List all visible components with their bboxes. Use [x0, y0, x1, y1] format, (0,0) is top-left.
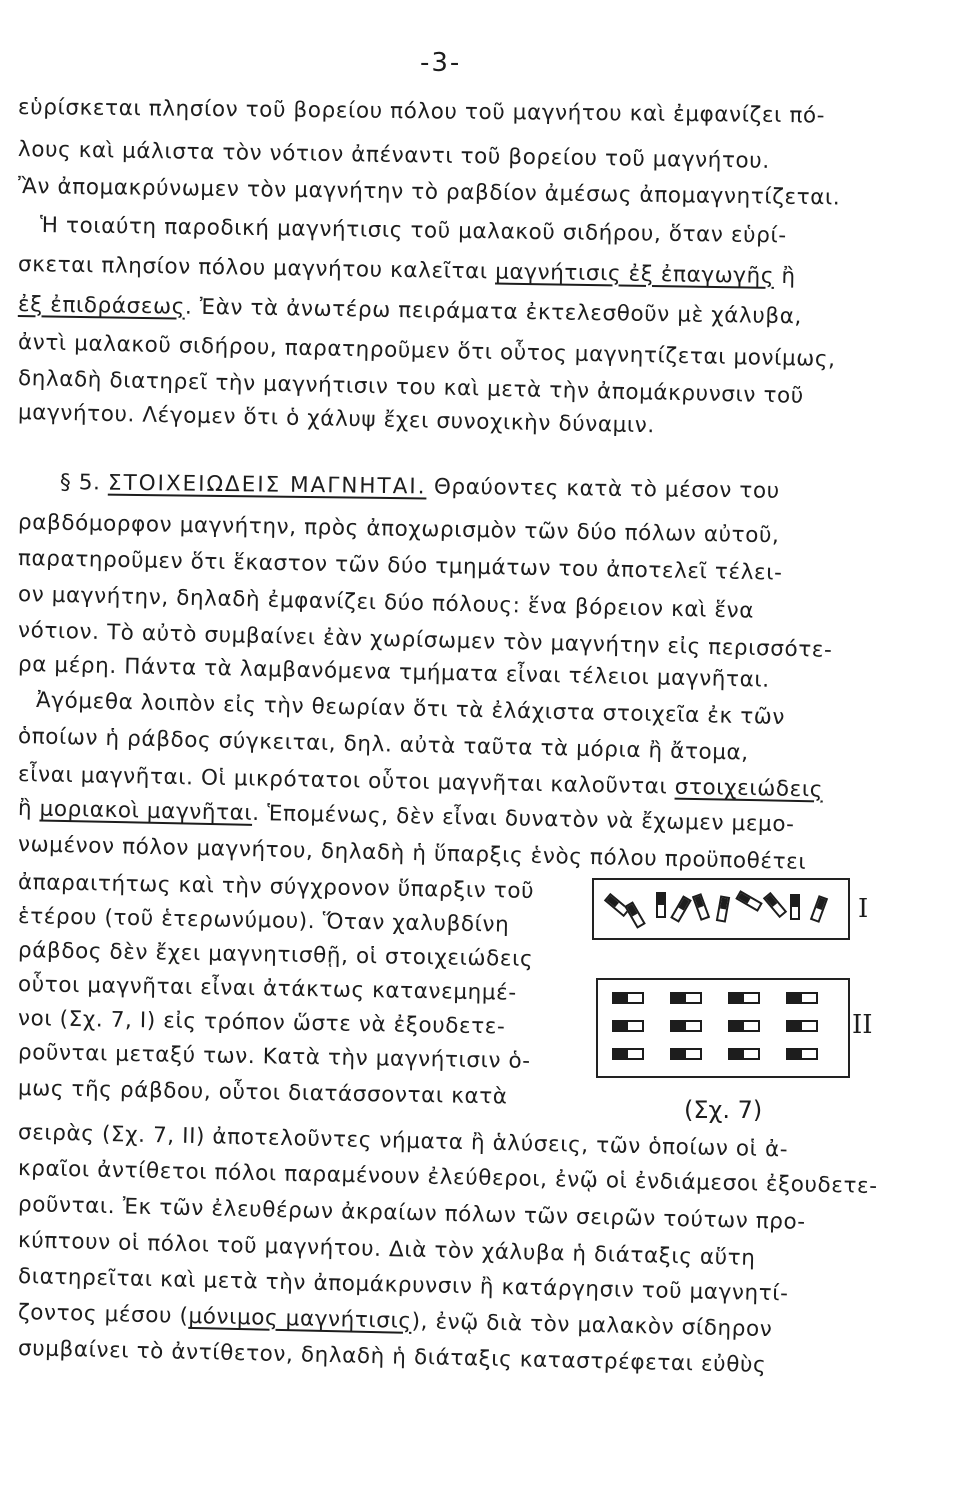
- text-line: παρατηροῦμεν ὅτι ἕκαστον τῶν δύο τμημάτων του ἀποτελεῖ τέλει-: [17, 546, 783, 586]
- text-line: ρα μέρη. Πάντα τὰ λαμβανόμενα τμήματα εἶναι τέλειοι μαγνῆται.: [17, 652, 770, 693]
- underlined-term: ἐξ ἐπιδράσεως: [17, 292, 186, 320]
- text-span: εἶναι μαγνῆται. Οἱ μικρότατοι οὗτοι μαγνῆται καλοῦνται: [17, 762, 668, 800]
- text-line: κραῖοι ἀντίθετοι πόλοι παραμένουν ἐλεύθεροι, ἐνῷ οἱ ἐνδιάμεσοι ἐξουδετε-: [17, 1156, 878, 1200]
- elementary-magnet: [728, 992, 760, 1004]
- elementary-magnet: [612, 992, 644, 1004]
- text-line: μως τῆς ράβδου, οὗτοι διατάσσονται κατὰ: [17, 1076, 508, 1110]
- text-span: . Ἐὰν τὰ ἀνωτέρω πειράματα ἐκτελεσθοῦν μὲ χάλυβα,: [184, 294, 803, 330]
- text-span: ζοντος μέσου (: [17, 1300, 189, 1329]
- text-line: [18, 292, 918, 331]
- text-line: δηλαδὴ διατηρεῖ τὴν μαγνήτισιν του καὶ μετὰ τὴν ἀπομάκρυνσιν τοῦ: [17, 366, 805, 409]
- figure-label-i: Ι: [858, 894, 869, 924]
- elementary-magnet: [612, 1048, 644, 1060]
- elementary-magnet: [624, 901, 646, 929]
- elementary-magnet: [728, 1020, 760, 1032]
- elementary-magnet: [612, 1020, 644, 1032]
- text-line: Ἀγόμεθα λοιπὸν εἰς τὴν θεωρίαν ὅτι τὰ ἐλάχιστα στοιχεῖα ἐκ τῶν: [35, 688, 786, 730]
- text-line: ἀντὶ μαλακοῦ σιδήρου, παρατηροῦμεν ὅτι οὗτος μαγνητίζεται μονίμως,: [17, 330, 836, 373]
- figure-random-magnets: [592, 878, 850, 940]
- underlined-term: μαγνήτισις ἐξ ἐπαγωγῆς: [495, 259, 775, 289]
- elementary-magnet: [735, 890, 763, 912]
- text-line: λους καὶ μάλιστα τὸν νότιον ἀπέναντι τοῦ βορείου τοῦ μαγνήτου.: [17, 137, 770, 174]
- text-span: ), ἐνῷ διὰ τὸν μαλακὸν σίδηρον: [411, 1308, 773, 1343]
- text-line: συμβαίνει τὸ ἀντίθετον, δηλαδὴ ἡ διάταξις καταστρέφεται εὐθὺς: [17, 1336, 767, 1378]
- text-line: ραβδόμορφον μαγνήτην, πρὸς ἀποχωρισμὸν τῶν δύο πόλων αὐτοῦ,: [17, 510, 780, 549]
- underlined-term: μόνιμος μαγνήτισις: [188, 1303, 412, 1334]
- figure-aligned-magnets: [596, 978, 850, 1078]
- text-line: διατηρεῖται καὶ μετὰ τὴν ἀπομάκρυνσιν ἢ κατάργησιν τοῦ μαγνητί-: [17, 1264, 789, 1307]
- figure-caption: (Σχ. 7): [684, 1096, 763, 1124]
- text-line: ἀπαραιτήτως καὶ τὴν σύγχρονον ὕπαρξιν τοῦ: [17, 870, 535, 905]
- elementary-magnet: [786, 1020, 818, 1032]
- text-line: νότιον. Τὸ αὐτὸ συμβαίνει ἐὰν χωρίσωμεν τὸν μαγνήτην εἰς περισσότε-: [17, 618, 833, 663]
- figure-label-ii: ΙΙ: [852, 1010, 873, 1040]
- section-heading: [60, 470, 960, 506]
- text-line: Ἂν ἀπομακρύνωμεν τὸν μαγνήτην τὸ ραβδίον ἀμέσως ἀπομαγνητίζεται.: [17, 174, 841, 211]
- elementary-magnet: [670, 992, 702, 1004]
- text-line: νωμένον πόλον μαγνήτου, δηλαδὴ ἡ ὕπαρξις ἑνὸς πόλου προϋποθέτει: [17, 832, 807, 875]
- elementary-magnet: [716, 895, 730, 922]
- text-line: νοι (Σχ. 7, Ι) εἰς τρόπον ὥστε νὰ ἐξουδετε-: [17, 1006, 506, 1040]
- text-line: ροῦνται μεταξύ των. Κατὰ τὴν μαγνήτισιν ὁ-: [17, 1040, 531, 1074]
- elementary-magnet: [786, 992, 818, 1004]
- text-line: ον μαγνήτην, δηλαδὴ ἐμφανίζει δύο πόλους: ἕνα βόρειον καὶ ἕνα: [17, 582, 755, 624]
- text-line: [18, 796, 918, 840]
- text-line: μαγνήτου. Λέγομεν ὅτι ὁ χάλυψ ἔχει συνοχικὴν δύναμιν.: [17, 400, 656, 439]
- page-number: -3-: [420, 48, 462, 78]
- text-span: . Ἑπομένως, δὲν εἶναι δυνατὸν νὰ ἔχωμεν μεμο-: [252, 800, 795, 838]
- elementary-magnet: [786, 1048, 818, 1060]
- elementary-magnet: [810, 895, 828, 923]
- text-line: κύπτουν οἱ πόλοι τοῦ μαγνήτου. Διὰ τὸν χάλυβα ἡ διάταξις αὕτη: [17, 1228, 756, 1272]
- elementary-magnet: [670, 1020, 702, 1032]
- text-line: σειρὰς (Σχ. 7, ΙΙ) ἀποτελοῦντες νήματα ἢ ἁλύσεις, τῶν ὁποίων οἱ ἀ-: [17, 1120, 789, 1163]
- text-span: ἢ: [17, 796, 33, 822]
- section-title: ΣΤΟΙΧΕΙΩΔΕΙΣ ΜΑΓΝΗΤΑΙ.: [107, 470, 427, 500]
- elementary-magnet: [670, 895, 692, 923]
- elementary-magnet: [670, 1048, 702, 1060]
- section-number: § 5.: [59, 470, 101, 496]
- elementary-magnet: [763, 892, 787, 918]
- underlined-term: μοριακοὶ μαγνῆται: [39, 796, 253, 826]
- text-span: ἢ: [781, 263, 796, 290]
- elementary-magnet: [656, 892, 666, 918]
- underlined-term: στοιχειώδεις: [674, 774, 824, 803]
- text-line: ράβδος δὲν ἔχει μαγνητισθῇ, οἱ στοιχειώδεις: [17, 938, 534, 972]
- text-line: ἑτέρου (τοῦ ἑτερωνύμου). Ὅταν χαλυβδίνη: [17, 904, 510, 938]
- elementary-magnet: [692, 893, 710, 921]
- elementary-magnet: [790, 894, 800, 920]
- text-line: εὑρίσκεται πλησίον τοῦ βορείου πόλου τοῦ μαγνήτου καὶ ἐμφανίζει πό-: [17, 95, 826, 129]
- text-line: ὁποίων ἡ ράβδος σύγκειται, δηλ. αὐτὰ ταῦτα τὰ μόρια ἢ ἄτομα,: [17, 724, 750, 766]
- text-span: σκεται πλησίον πόλου μαγνήτου καλεῖται: [17, 252, 488, 285]
- text-line: [18, 252, 918, 291]
- elementary-magnet: [728, 1048, 760, 1060]
- text-line: Ἡ τοιαύτη παροδική μαγνήτισις τοῦ μαλακοῦ σιδήρου, ὅταν εὑρί-: [39, 213, 787, 249]
- text-span: Θραύοντες κατὰ τὸ μέσον του: [433, 474, 780, 504]
- text-line: ροῦνται. Ἐκ τῶν ἐλευθέρων ἀκραίων πόλων τῶν σειρῶν τούτων προ-: [17, 1192, 806, 1235]
- text-line: οὗτοι μαγνῆται εἶναι ἀτάκτως κατανεμημέ-: [17, 972, 517, 1006]
